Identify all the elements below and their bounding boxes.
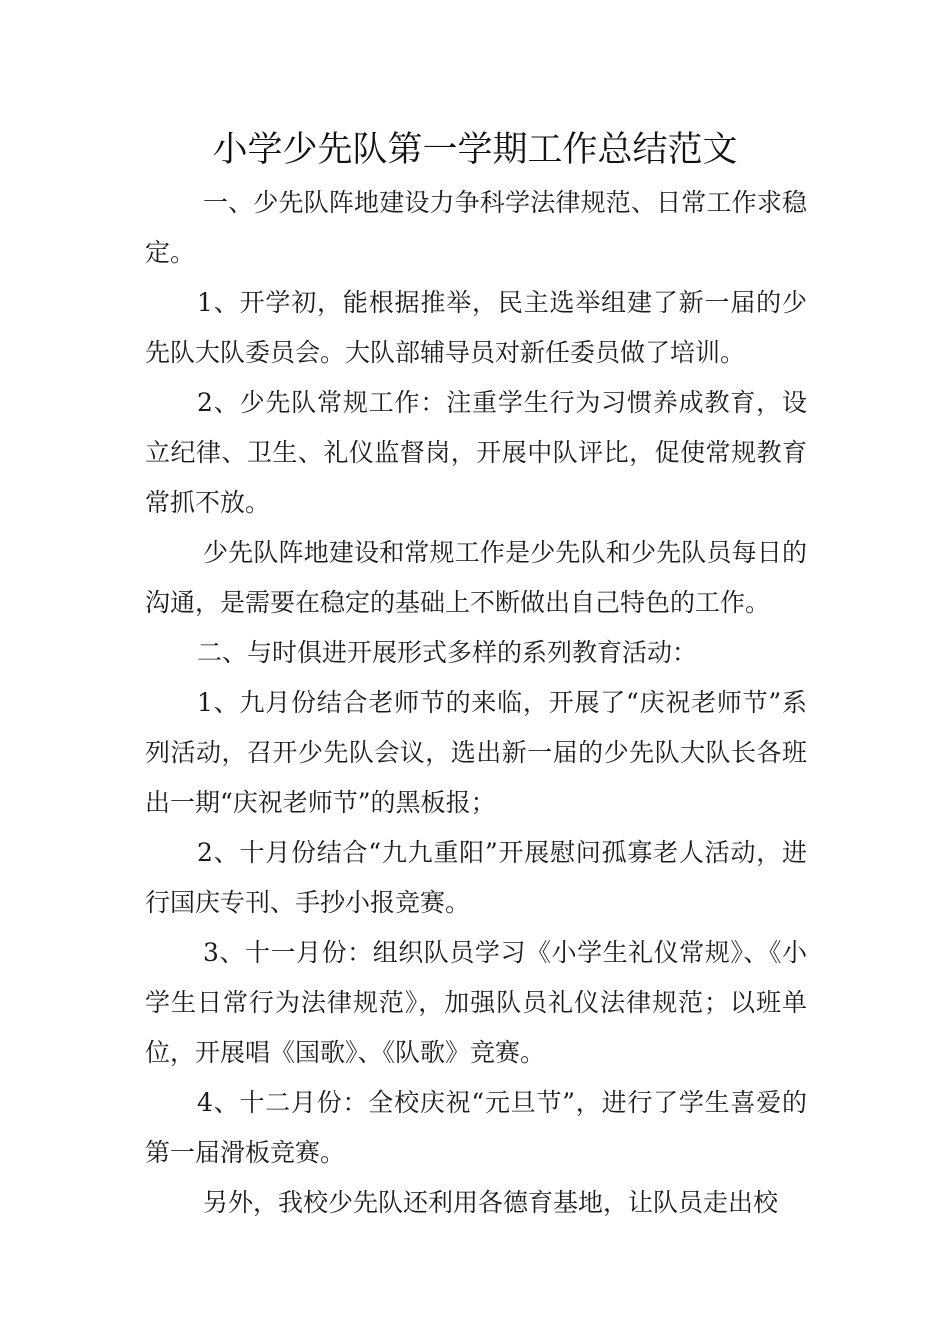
paragraph-december: 4、十二月份：全校庆祝“元旦节”，进行了学生喜爱的第一届滑板竞赛。	[145, 1088, 807, 1167]
paragraph-section-one-heading: 一、少先队阵地建设力争科学法律规范、日常工作求稳定。	[145, 188, 807, 267]
paragraph-october: 2、十月份结合“九九重阳”开展慰问孤寡老人活动，进行国庆专刊、手抄小报竞赛。	[145, 838, 807, 917]
paragraph-november: 3、十一月份：组织队员学习《小学生礼仪常规》、《小学生日常行为法律规范》，加强队员礼仪法律规范；以班单位，开展唱《国歌》、《队歌》竞赛。	[145, 938, 807, 1067]
paragraph-summary: 少先队阵地建设和常规工作是少先队和少先队员每日的沟通，是需要在稳定的基础上不断做出自己特色的工作。	[145, 538, 807, 617]
paragraph-section-two-heading: 二、与时俱进开展形式多样的系列教育活动：	[197, 638, 698, 667]
paragraph-item-1: 1、开学初，能根据推举，民主选举组建了新一届的少先队大队委员会。大队部辅导员对新任委员做了培训。	[145, 288, 807, 367]
paragraph-item-2: 2、少先队常规工作：注重学生行为习惯养成教育，设立纪律、卫生、礼仪监督岗，开展中队评比，促使常规教育常抓不放。	[145, 388, 807, 517]
paragraph-september: 1、九月份结合老师节的来临，开展了“庆祝老师节”系列活动，召开少先队会议，选出新一届的少先队大队长各班出一期“庆祝老师节”的黑板报；	[145, 688, 807, 817]
document-body	[145, 178, 807, 1228]
paragraph-additional: 另外，我校少先队还利用各德育基地，让队员走出校	[203, 1188, 779, 1217]
document-title: 小学少先队第一学期工作总结范文	[212, 130, 738, 170]
